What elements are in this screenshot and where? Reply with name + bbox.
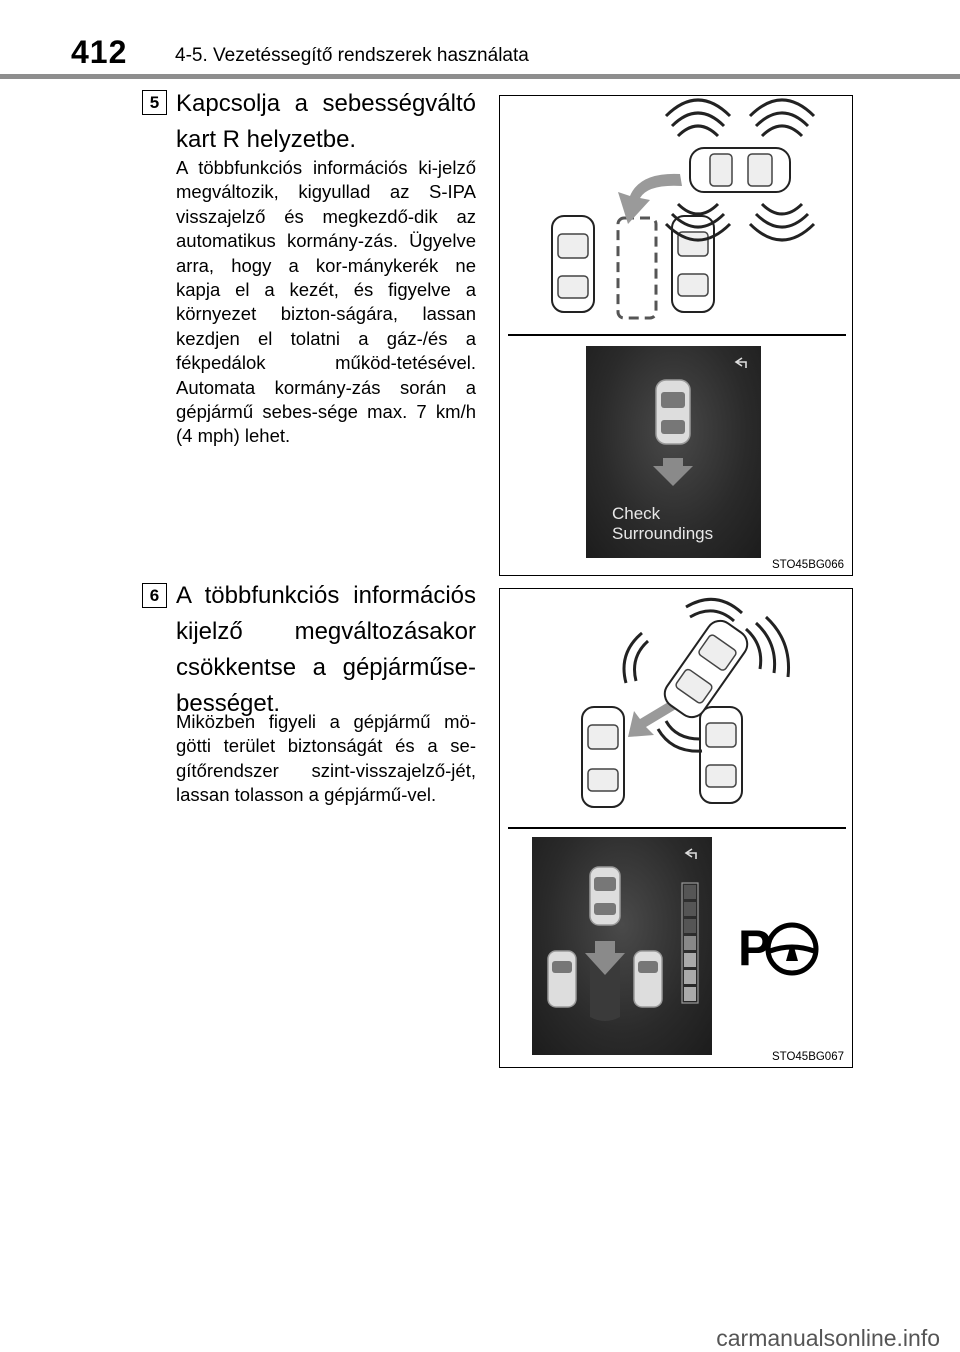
step-5-title: Kapcsolja a sebességváltó kart R helyzetbe. [176,90,476,153]
assist-level-indicator [682,883,698,1003]
down-arrow-icon [653,458,693,486]
parked-car-left-icon [582,707,624,807]
parked-car-right-icon [700,707,742,803]
figure-divider [508,334,846,336]
parking-diagram-1 [500,96,851,336]
header-rule [0,74,960,79]
step-6-body: Miközben figyeli a gépjármű mö-götti terület biztonságát és a se-gítőrendszer szint-visszajelző-jét, lassan tolasson a gépjármű-vel. [176,711,476,806]
vehicle-icon [656,380,690,444]
figure-code: STO45BG067 [771,1051,844,1063]
back-icon [686,849,696,859]
parked-car-right-icon [672,216,714,312]
moving-car-icon [690,148,790,192]
multi-info-display [586,346,761,558]
step-5-body: A többfunkciós információs ki-jelző megváltozik, kigyullad az S-IPA visszajelző és megkezdő-dik az automatikus kormány-zás. Ügyelve arra, hogy a kor-mánykerék ne kapja el a kezét, és figyelve a környezet bizton-ságára, lassan kezdjen el tolatni a gáz-/és a fékpedálok működ-tetésével. Automata kormány-zás során a gépjármű sebes-sége max. 7 km/h (4 mph) lehet. [176,157,476,447]
parked-car-left-icon [552,216,594,312]
step-6-figure [499,588,853,1068]
moving-car-icon [659,615,752,722]
figure-divider [508,827,846,829]
multi-info-display [532,837,712,1055]
screen-message: Check Surroundings [612,504,714,543]
figure-code: STO45BG066 [771,559,844,571]
step-6-badge: 6 [142,583,167,608]
parked-vehicle-right-icon [634,951,662,1007]
steering-wheel-icon [764,921,820,977]
watermark: carmanualsonline.info [716,1325,940,1351]
parking-diagram-2 [500,589,851,829]
vehicle-icon [590,867,620,925]
section-title: 4-5. Vezetéssegítő rendszerek használata [175,45,529,66]
step-6-title: A többfunkciós információs kijelző megváltozásakor csökkentse a gépjárműse-bességet. [176,582,476,717]
s-ipa-indicator-letter: P [738,920,772,976]
reverse-arrow-icon [628,701,676,737]
step-5-figure [499,95,853,576]
step-5-badge: 5 [142,90,167,115]
parking-slot-outline [618,218,656,318]
back-icon [736,358,746,368]
page-number: 412 [71,34,128,70]
parked-vehicle-left-icon [548,951,576,1007]
